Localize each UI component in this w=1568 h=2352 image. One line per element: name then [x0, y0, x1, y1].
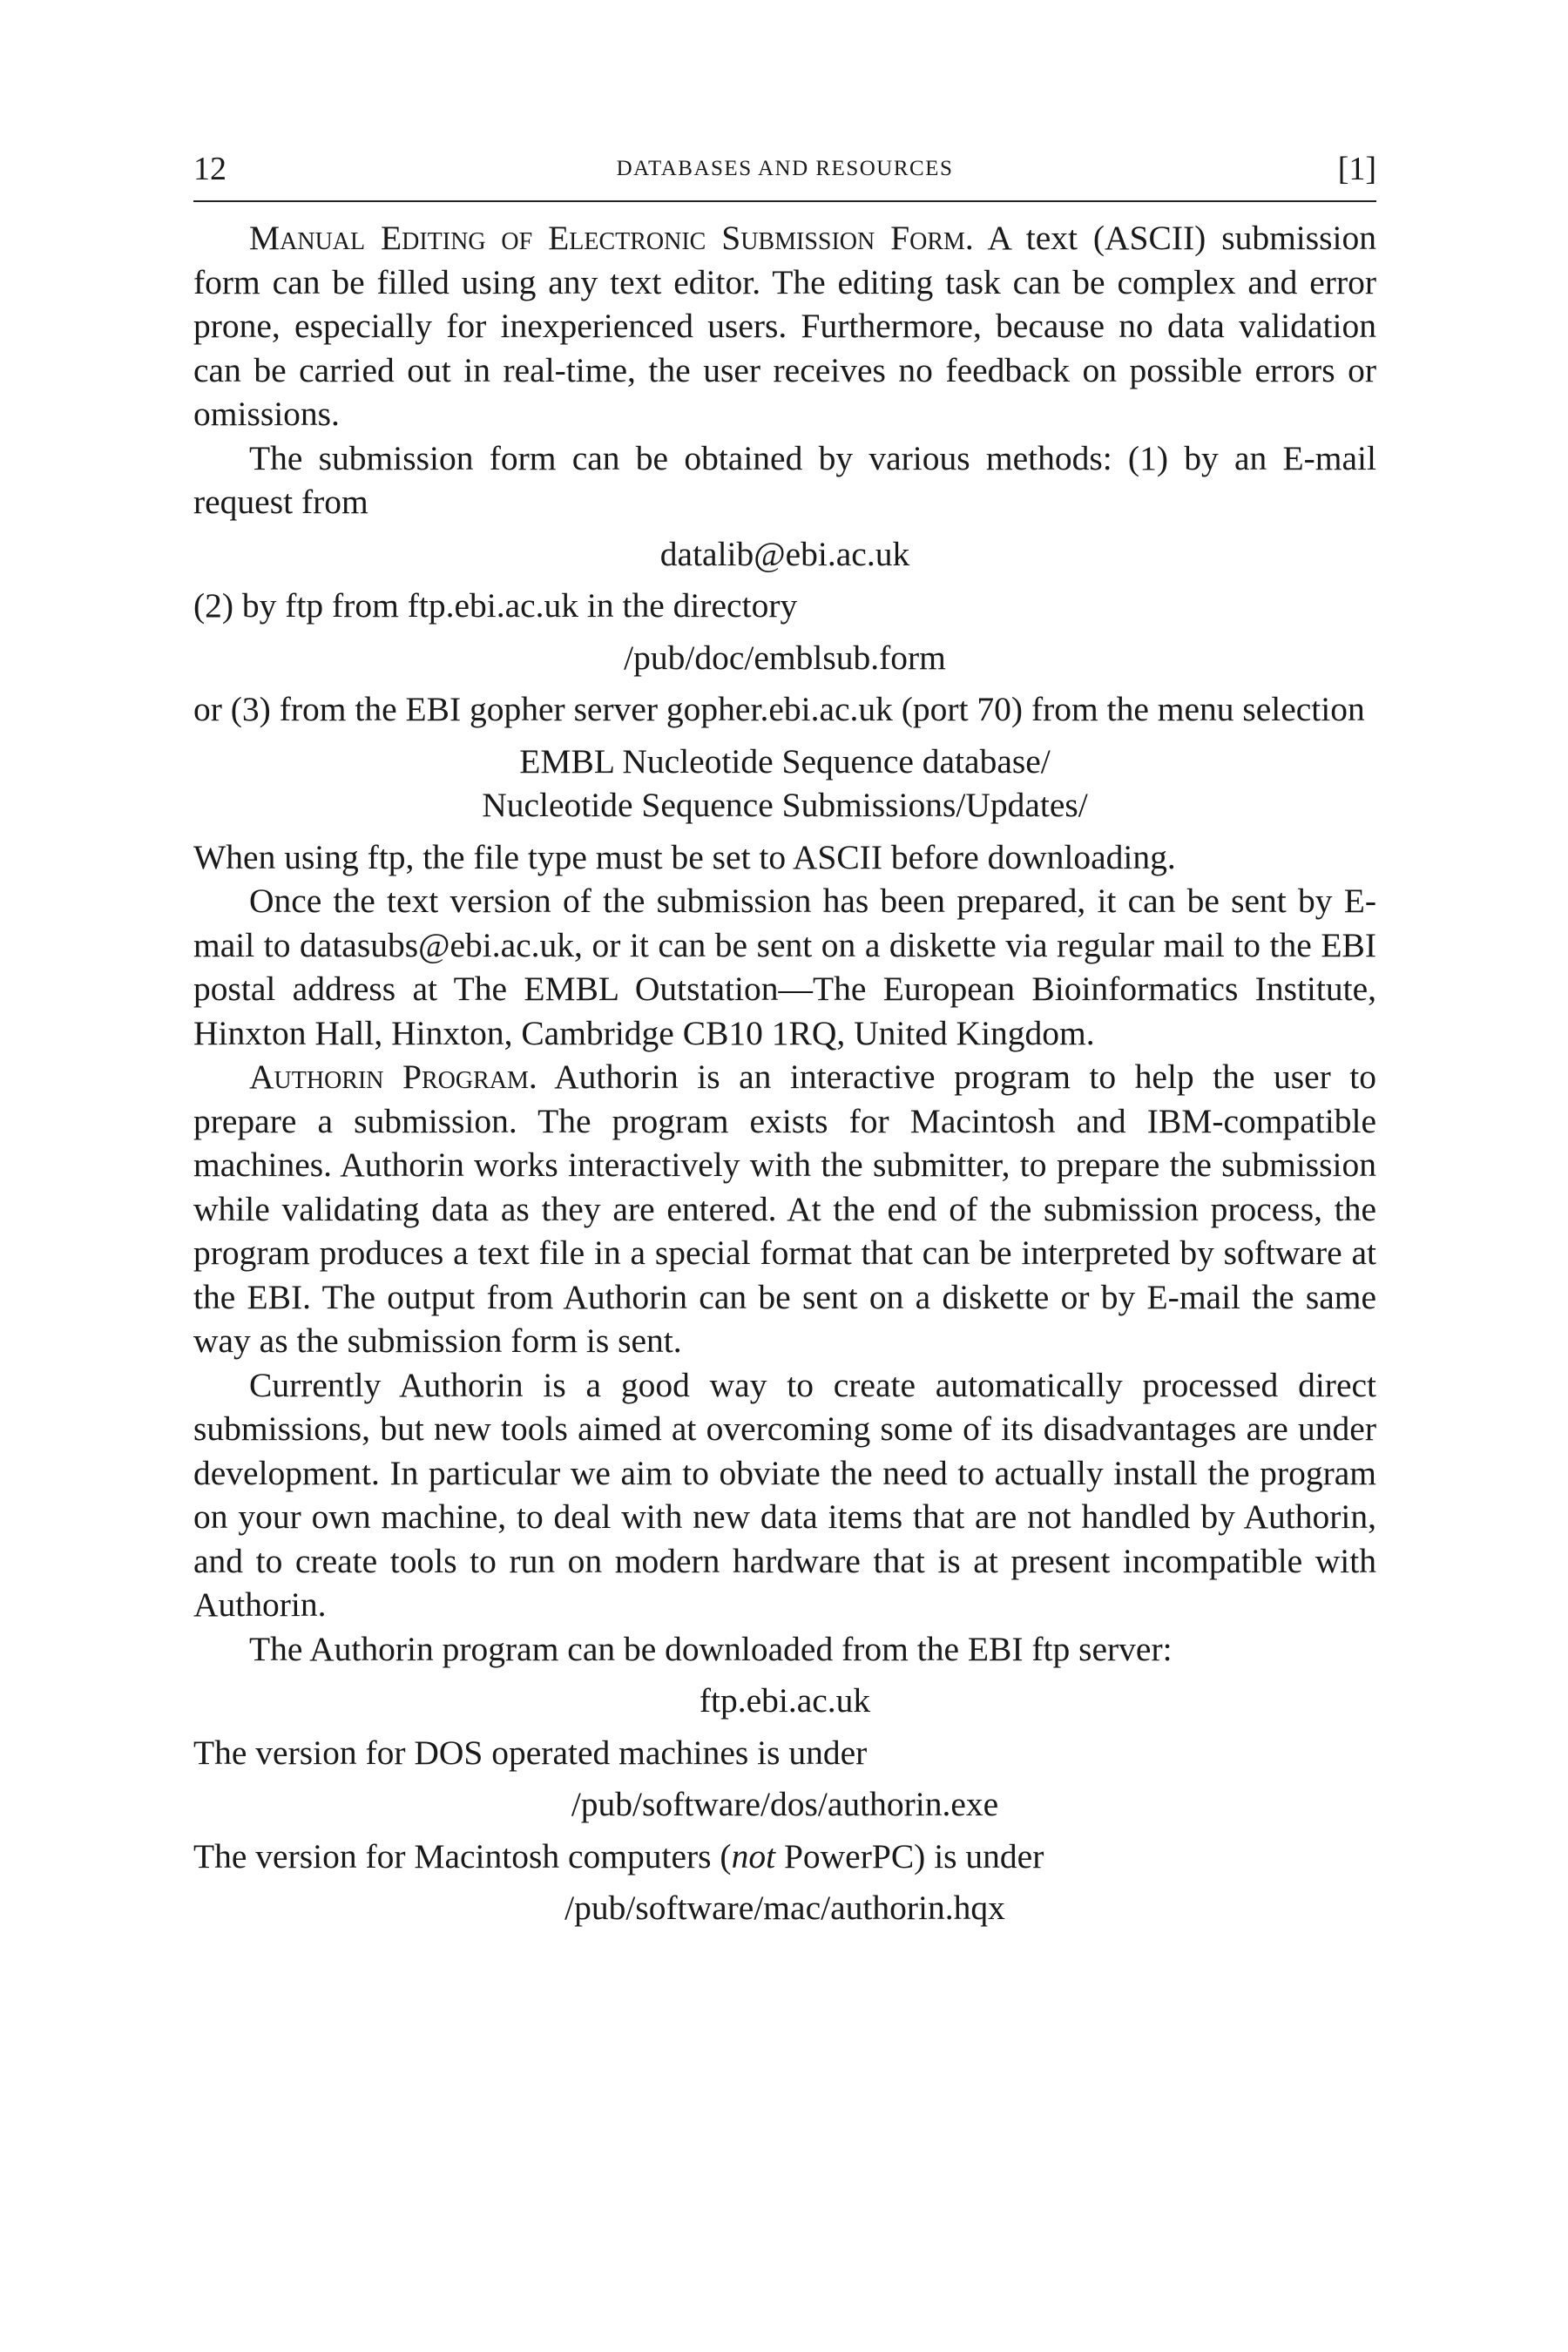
mac-path: /pub/software/mac/authorin.hqx: [564, 1889, 1005, 1927]
paragraph-sending: Once the text version of the submission has been prepared, it can be sent by E-mail to datasubs@ebi.ac.uk, or it can be sent on a diskette via regular mail to the EBI postal address at The EMBL Outstation—The European Bioinformatics Institute, Hinxton Hall, Hinxton, Cambridge CB10 1RQ, United Kingdom.: [193, 882, 1376, 1052]
paragraph-text: A text (ASCII) submission form can be filled using any text editor. The editing task can be complex and error prone, especially for inexperienced users. Furthermore, because no data validation can be carried out in real-time, the user receives no feedback on possible errors or omissions.: [193, 219, 1376, 433]
dos-version-text: The version for DOS operated machines is under: [193, 1733, 868, 1772]
form-path: /pub/doc/emblsub.form: [624, 638, 946, 677]
mac-text-post: PowerPC) is under: [775, 1836, 1044, 1876]
paragraph-form-methods: The submission form can be obtained by various methods: (1) by an E-mail request from: [193, 438, 1376, 521]
mac-text-not: not: [731, 1836, 776, 1876]
paragraph-manual-editing: [193, 216, 1376, 436]
gopher-text: or (3) from the EBI gopher server gopher.ebi.ac.uk (port 70) from the menu selection: [193, 690, 1365, 728]
page-number: 12: [193, 151, 226, 187]
paragraph-text: Authorin is an interactive program to help the user to prepare a submission. The program exists for Macintosh and IBM-compatible machines. Authorin works interactively with the submitter, to prepare the submission while validating data as they are entered. At the end of the submission process, the program produces a text file in a special format that can be interpreted by software at the EBI. The output from Authorin can be sent on a diskette or by E-mail the same way as the submission form is sent.: [193, 1058, 1376, 1360]
section-heading-authorin: Authorin Program.: [249, 1058, 537, 1096]
mac-version-text: [193, 1835, 1376, 1879]
running-title: DATABASES AND RESOURCES: [616, 157, 954, 180]
paragraph-authorin: [193, 1055, 1376, 1363]
mac-text-pre: The version for Macintosh computers (: [193, 1836, 732, 1876]
menu-selection-line-2: Nucleotide Sequence Submissions/Updates/: [482, 786, 1088, 824]
ftp-directory-text: (2) by ftp from ftp.ebi.ac.uk in the directory: [193, 586, 798, 625]
page-body: [193, 216, 1376, 1938]
running-header: [193, 150, 1376, 202]
paragraph-download: The Authorin program can be downloaded from the EBI ftp server:: [249, 1629, 1173, 1668]
email-address: datalib@ebi.ac.uk: [659, 534, 910, 573]
header-rule: [193, 200, 1376, 202]
ascii-note: When using ftp, the file type must be set to ASCII before downloading.: [193, 837, 1176, 876]
ftp-server: ftp.ebi.ac.uk: [699, 1681, 871, 1720]
section-heading-manual-editing: Manual Editing of Electronic Submission Form.: [249, 219, 974, 257]
chapter-number: [1]: [1337, 151, 1376, 187]
dos-path: /pub/software/dos/authorin.exe: [571, 1785, 999, 1823]
paragraph-currently: Currently Authorin is a good way to create automatically processed direct submissions, but new tools aimed at overcoming some of its disadvantages are under development. In particular we aim to obviate the need to actually install the program on your own machine, to deal with new data items that are not handled by Authorin, and to create tools to run on modern hardware that is at present incompatible with Authorin.: [193, 1365, 1376, 1624]
menu-selection-line-1: EMBL Nucleotide Sequence database/: [519, 741, 1051, 781]
